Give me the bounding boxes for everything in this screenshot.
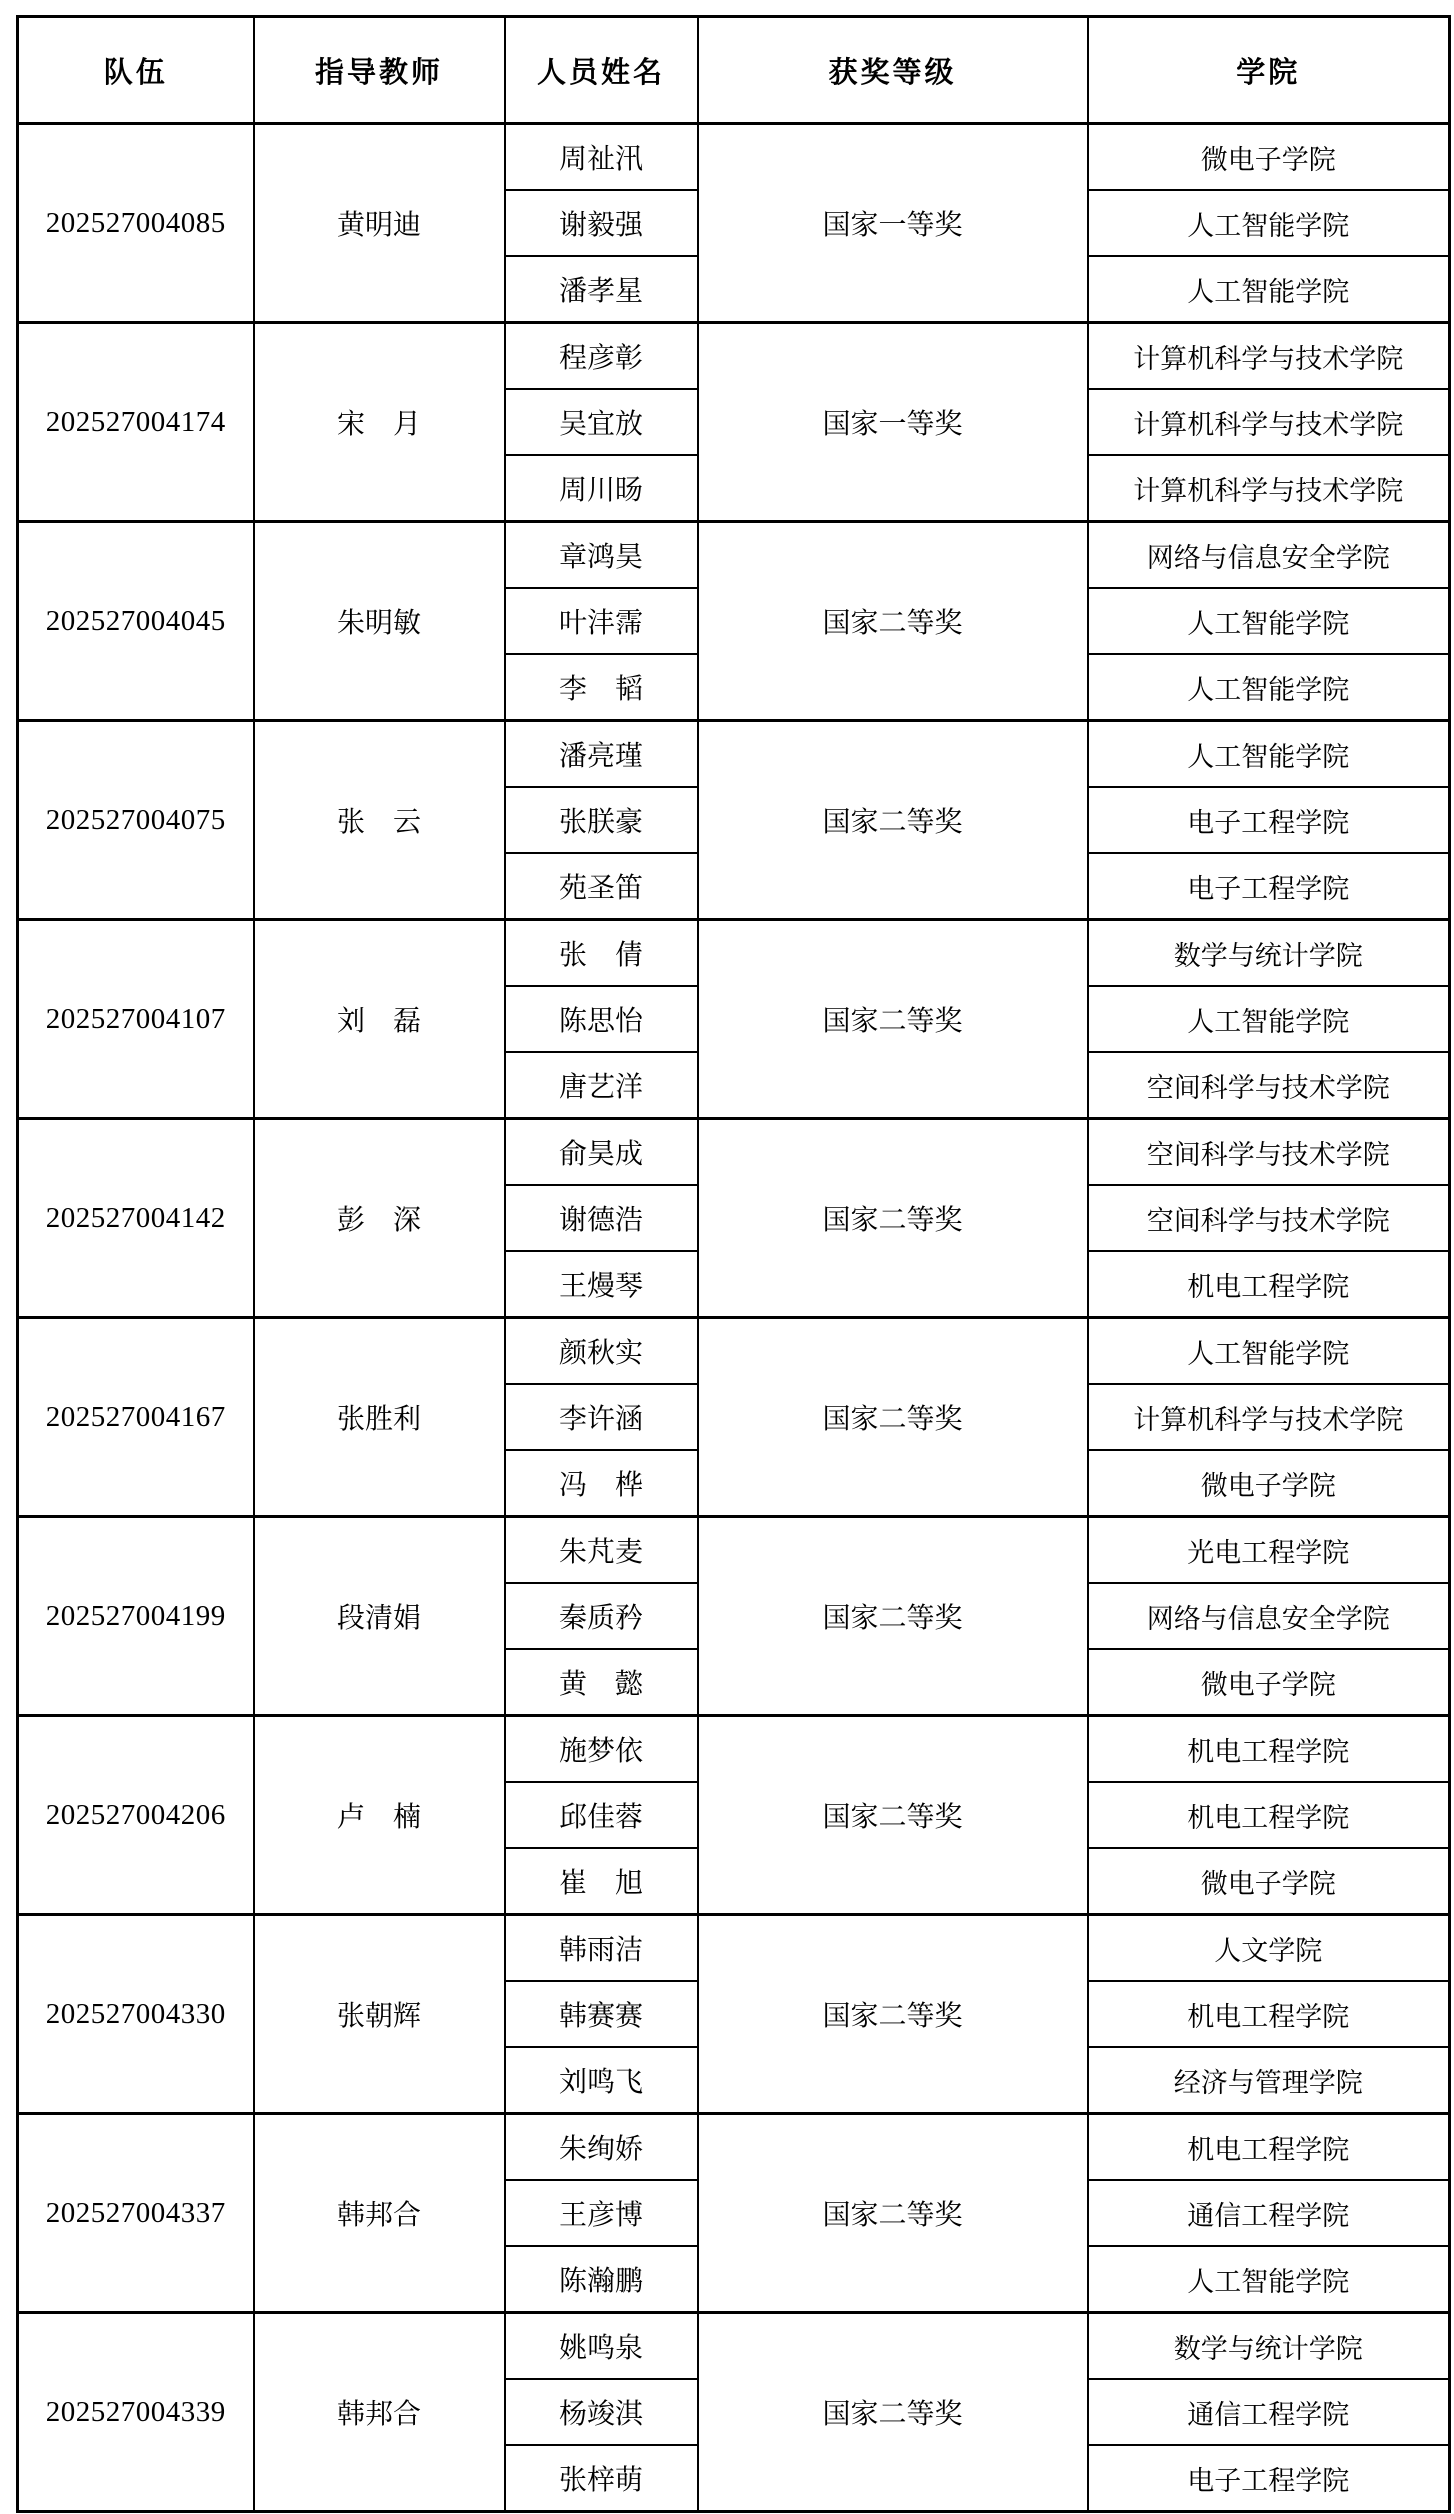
college-cell: 电子工程学院 — [1088, 2445, 1450, 2512]
column-header-member: 人员姓名 — [505, 17, 698, 124]
team-id-cell: 202527004167 — [18, 1318, 254, 1517]
college-cell: 人工智能学院 — [1088, 654, 1450, 721]
team-block-start-row — [18, 522, 1450, 589]
college-cell: 人工智能学院 — [1088, 588, 1450, 654]
column-header-award: 获奖等级 — [698, 17, 1088, 124]
advisor-cell: 张 云 — [254, 721, 505, 920]
award-level-cell: 国家一等奖 — [698, 124, 1088, 323]
team-id-cell: 202527004206 — [18, 1716, 254, 1915]
team-id-cell: 202527004045 — [18, 522, 254, 721]
team-block-start-row — [18, 323, 1450, 390]
member-name-cell: 张朕豪 — [505, 787, 698, 853]
team-block-start-row — [18, 1318, 1450, 1385]
member-name-cell: 王彦博 — [505, 2180, 698, 2246]
team-block-start-row — [18, 920, 1450, 987]
member-name-cell: 吴宜放 — [505, 389, 698, 455]
college-cell: 空间科学与技术学院 — [1088, 1119, 1450, 1186]
advisor-cell: 韩邦合 — [254, 2313, 505, 2512]
team-block-start-row — [18, 721, 1450, 788]
member-name-cell: 朱绚娇 — [505, 2114, 698, 2181]
member-name-cell: 李许涵 — [505, 1384, 698, 1450]
college-cell: 计算机科学与技术学院 — [1088, 1384, 1450, 1450]
team-id-cell: 202527004107 — [18, 920, 254, 1119]
member-name-cell: 谢毅强 — [505, 190, 698, 256]
award-level-cell: 国家二等奖 — [698, 1517, 1088, 1716]
college-cell: 机电工程学院 — [1088, 1716, 1450, 1783]
college-cell: 微电子学院 — [1088, 1848, 1450, 1915]
college-cell: 电子工程学院 — [1088, 787, 1450, 853]
team-block-start-row — [18, 1119, 1450, 1186]
college-cell: 网络与信息安全学院 — [1088, 1583, 1450, 1649]
advisor-cell: 卢 楠 — [254, 1716, 505, 1915]
college-cell: 人工智能学院 — [1088, 1318, 1450, 1385]
member-name-cell: 施梦依 — [505, 1716, 698, 1783]
college-cell: 人工智能学院 — [1088, 190, 1450, 256]
team-id-cell: 202527004085 — [18, 124, 254, 323]
table-header — [18, 17, 1450, 124]
award-level-cell: 国家二等奖 — [698, 721, 1088, 920]
award-level-cell: 国家一等奖 — [698, 323, 1088, 522]
team-id-cell: 202527004339 — [18, 2313, 254, 2512]
award-level-cell: 国家二等奖 — [698, 920, 1088, 1119]
college-cell: 电子工程学院 — [1088, 853, 1450, 920]
team-block-start-row — [18, 2114, 1450, 2181]
member-name-cell: 黄 懿 — [505, 1649, 698, 1716]
college-cell: 空间科学与技术学院 — [1088, 1052, 1450, 1119]
advisor-cell: 段清娟 — [254, 1517, 505, 1716]
member-name-cell: 韩雨洁 — [505, 1915, 698, 1982]
member-name-cell: 姚鸣泉 — [505, 2313, 698, 2380]
college-cell: 人工智能学院 — [1088, 721, 1450, 788]
college-cell: 计算机科学与技术学院 — [1088, 455, 1450, 522]
college-cell: 数学与统计学院 — [1088, 920, 1450, 987]
team-id-cell: 202527004142 — [18, 1119, 254, 1318]
member-name-cell: 王熳琴 — [505, 1251, 698, 1318]
college-cell: 通信工程学院 — [1088, 2180, 1450, 2246]
member-name-cell: 程彦彰 — [505, 323, 698, 390]
award-level-cell: 国家二等奖 — [698, 1119, 1088, 1318]
advisor-cell: 朱明敏 — [254, 522, 505, 721]
college-cell: 通信工程学院 — [1088, 2379, 1450, 2445]
advisor-cell: 黄明迪 — [254, 124, 505, 323]
college-cell: 计算机科学与技术学院 — [1088, 323, 1450, 390]
member-name-cell: 陈思怡 — [505, 986, 698, 1052]
team-block-start-row — [18, 2313, 1450, 2380]
team-id-cell: 202527004199 — [18, 1517, 254, 1716]
advisor-cell: 张朝辉 — [254, 1915, 505, 2114]
member-name-cell: 潘亮瑾 — [505, 721, 698, 788]
advisor-cell: 宋 月 — [254, 323, 505, 522]
college-cell: 机电工程学院 — [1088, 1981, 1450, 2047]
college-cell: 机电工程学院 — [1088, 1251, 1450, 1318]
team-id-cell: 202527004174 — [18, 323, 254, 522]
member-name-cell: 俞昊成 — [505, 1119, 698, 1186]
advisor-cell: 刘 磊 — [254, 920, 505, 1119]
team-id-cell: 202527004330 — [18, 1915, 254, 2114]
member-name-cell: 邱佳蓉 — [505, 1782, 698, 1848]
college-cell: 空间科学与技术学院 — [1088, 1185, 1450, 1251]
member-name-cell: 崔 旭 — [505, 1848, 698, 1915]
advisor-cell: 韩邦合 — [254, 2114, 505, 2313]
awards-table — [16, 15, 1451, 2513]
member-name-cell: 周川旸 — [505, 455, 698, 522]
member-name-cell: 韩赛赛 — [505, 1981, 698, 2047]
team-block-start-row — [18, 1517, 1450, 1584]
college-cell: 微电子学院 — [1088, 1649, 1450, 1716]
team-block-start-row — [18, 1716, 1450, 1783]
award-level-cell: 国家二等奖 — [698, 1915, 1088, 2114]
member-name-cell: 谢德浩 — [505, 1185, 698, 1251]
award-level-cell: 国家二等奖 — [698, 1716, 1088, 1915]
member-name-cell: 潘孝星 — [505, 256, 698, 323]
college-cell: 人工智能学院 — [1088, 2246, 1450, 2313]
award-level-cell: 国家二等奖 — [698, 522, 1088, 721]
column-header-college: 学院 — [1088, 17, 1450, 124]
member-name-cell: 杨竣淇 — [505, 2379, 698, 2445]
college-cell: 机电工程学院 — [1088, 2114, 1450, 2181]
award-level-cell: 国家二等奖 — [698, 2114, 1088, 2313]
college-cell: 机电工程学院 — [1088, 1782, 1450, 1848]
college-cell: 计算机科学与技术学院 — [1088, 389, 1450, 455]
column-header-teacher: 指导教师 — [254, 17, 505, 124]
college-cell: 光电工程学院 — [1088, 1517, 1450, 1584]
college-cell: 人文学院 — [1088, 1915, 1450, 1982]
member-name-cell: 周祉汛 — [505, 124, 698, 191]
table-body — [18, 124, 1450, 2512]
award-level-cell: 国家二等奖 — [698, 2313, 1088, 2512]
member-name-cell: 苑圣笛 — [505, 853, 698, 920]
member-name-cell: 张 倩 — [505, 920, 698, 987]
college-cell: 人工智能学院 — [1088, 256, 1450, 323]
college-cell: 数学与统计学院 — [1088, 2313, 1450, 2380]
team-id-cell: 202527004075 — [18, 721, 254, 920]
member-name-cell: 章鸿昊 — [505, 522, 698, 589]
member-name-cell: 冯 桦 — [505, 1450, 698, 1517]
member-name-cell: 张梓萌 — [505, 2445, 698, 2512]
member-name-cell: 唐艺洋 — [505, 1052, 698, 1119]
college-cell: 网络与信息安全学院 — [1088, 522, 1450, 589]
member-name-cell: 李 韬 — [505, 654, 698, 721]
member-name-cell: 陈瀚鹏 — [505, 2246, 698, 2313]
college-cell: 微电子学院 — [1088, 1450, 1450, 1517]
member-name-cell: 秦质矜 — [505, 1583, 698, 1649]
college-cell: 经济与管理学院 — [1088, 2047, 1450, 2114]
column-header-team: 队伍 — [18, 17, 254, 124]
member-name-cell: 刘鸣飞 — [505, 2047, 698, 2114]
team-block-start-row — [18, 1915, 1450, 1982]
header-row — [18, 17, 1450, 124]
team-id-cell: 202527004337 — [18, 2114, 254, 2313]
advisor-cell: 张胜利 — [254, 1318, 505, 1517]
college-cell: 微电子学院 — [1088, 124, 1450, 191]
team-block-start-row — [18, 124, 1450, 191]
member-name-cell: 朱芃麦 — [505, 1517, 698, 1584]
member-name-cell: 叶沣霈 — [505, 588, 698, 654]
college-cell: 人工智能学院 — [1088, 986, 1450, 1052]
award-level-cell: 国家二等奖 — [698, 1318, 1088, 1517]
member-name-cell: 颜秋实 — [505, 1318, 698, 1385]
advisor-cell: 彭 深 — [254, 1119, 505, 1318]
